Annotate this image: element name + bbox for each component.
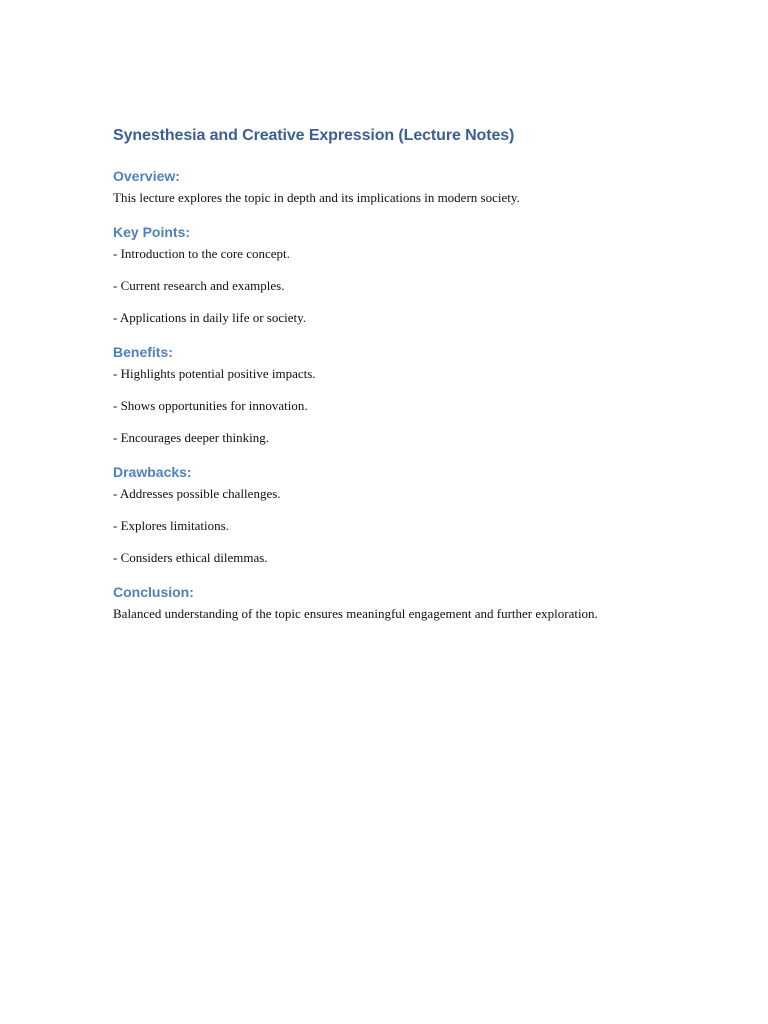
list-item: - Considers ethical dilemmas. <box>113 550 268 565</box>
document-title: Synesthesia and Creative Expression (Lecture Notes) <box>113 127 515 144</box>
overview-section <box>113 166 653 208</box>
benefits-section <box>113 342 653 448</box>
drawbacks-section <box>113 462 653 568</box>
list-item: - Shows opportunities for innovation. <box>113 398 308 413</box>
conclusion-text: Balanced understanding of the topic ensures meaningful engagement and further exploration. <box>113 606 598 621</box>
list-item: - Current research and examples. <box>113 278 285 293</box>
key-points-list <box>113 244 653 328</box>
list-item: - Encourages deeper thinking. <box>113 430 269 445</box>
overview-heading: Overview: <box>113 168 180 184</box>
drawbacks-heading: Drawbacks: <box>113 464 192 480</box>
conclusion-heading: Conclusion: <box>113 584 194 600</box>
list-item: - Highlights potential positive impacts. <box>113 366 316 381</box>
benefits-list <box>113 364 653 448</box>
key-points-heading: Key Points: <box>113 224 191 240</box>
drawbacks-list <box>113 484 653 568</box>
list-item: - Explores limitations. <box>113 518 229 533</box>
list-item: - Addresses possible challenges. <box>113 486 281 501</box>
list-item: - Applications in daily life or society. <box>113 310 307 325</box>
conclusion-section <box>113 582 653 624</box>
benefits-heading: Benefits: <box>113 344 173 360</box>
key-points-section <box>113 222 653 328</box>
document-page <box>113 124 653 638</box>
list-item: - Introduction to the core concept. <box>113 246 290 261</box>
overview-text: This lecture explores the topic in depth and its implications in modern society. <box>113 190 520 205</box>
